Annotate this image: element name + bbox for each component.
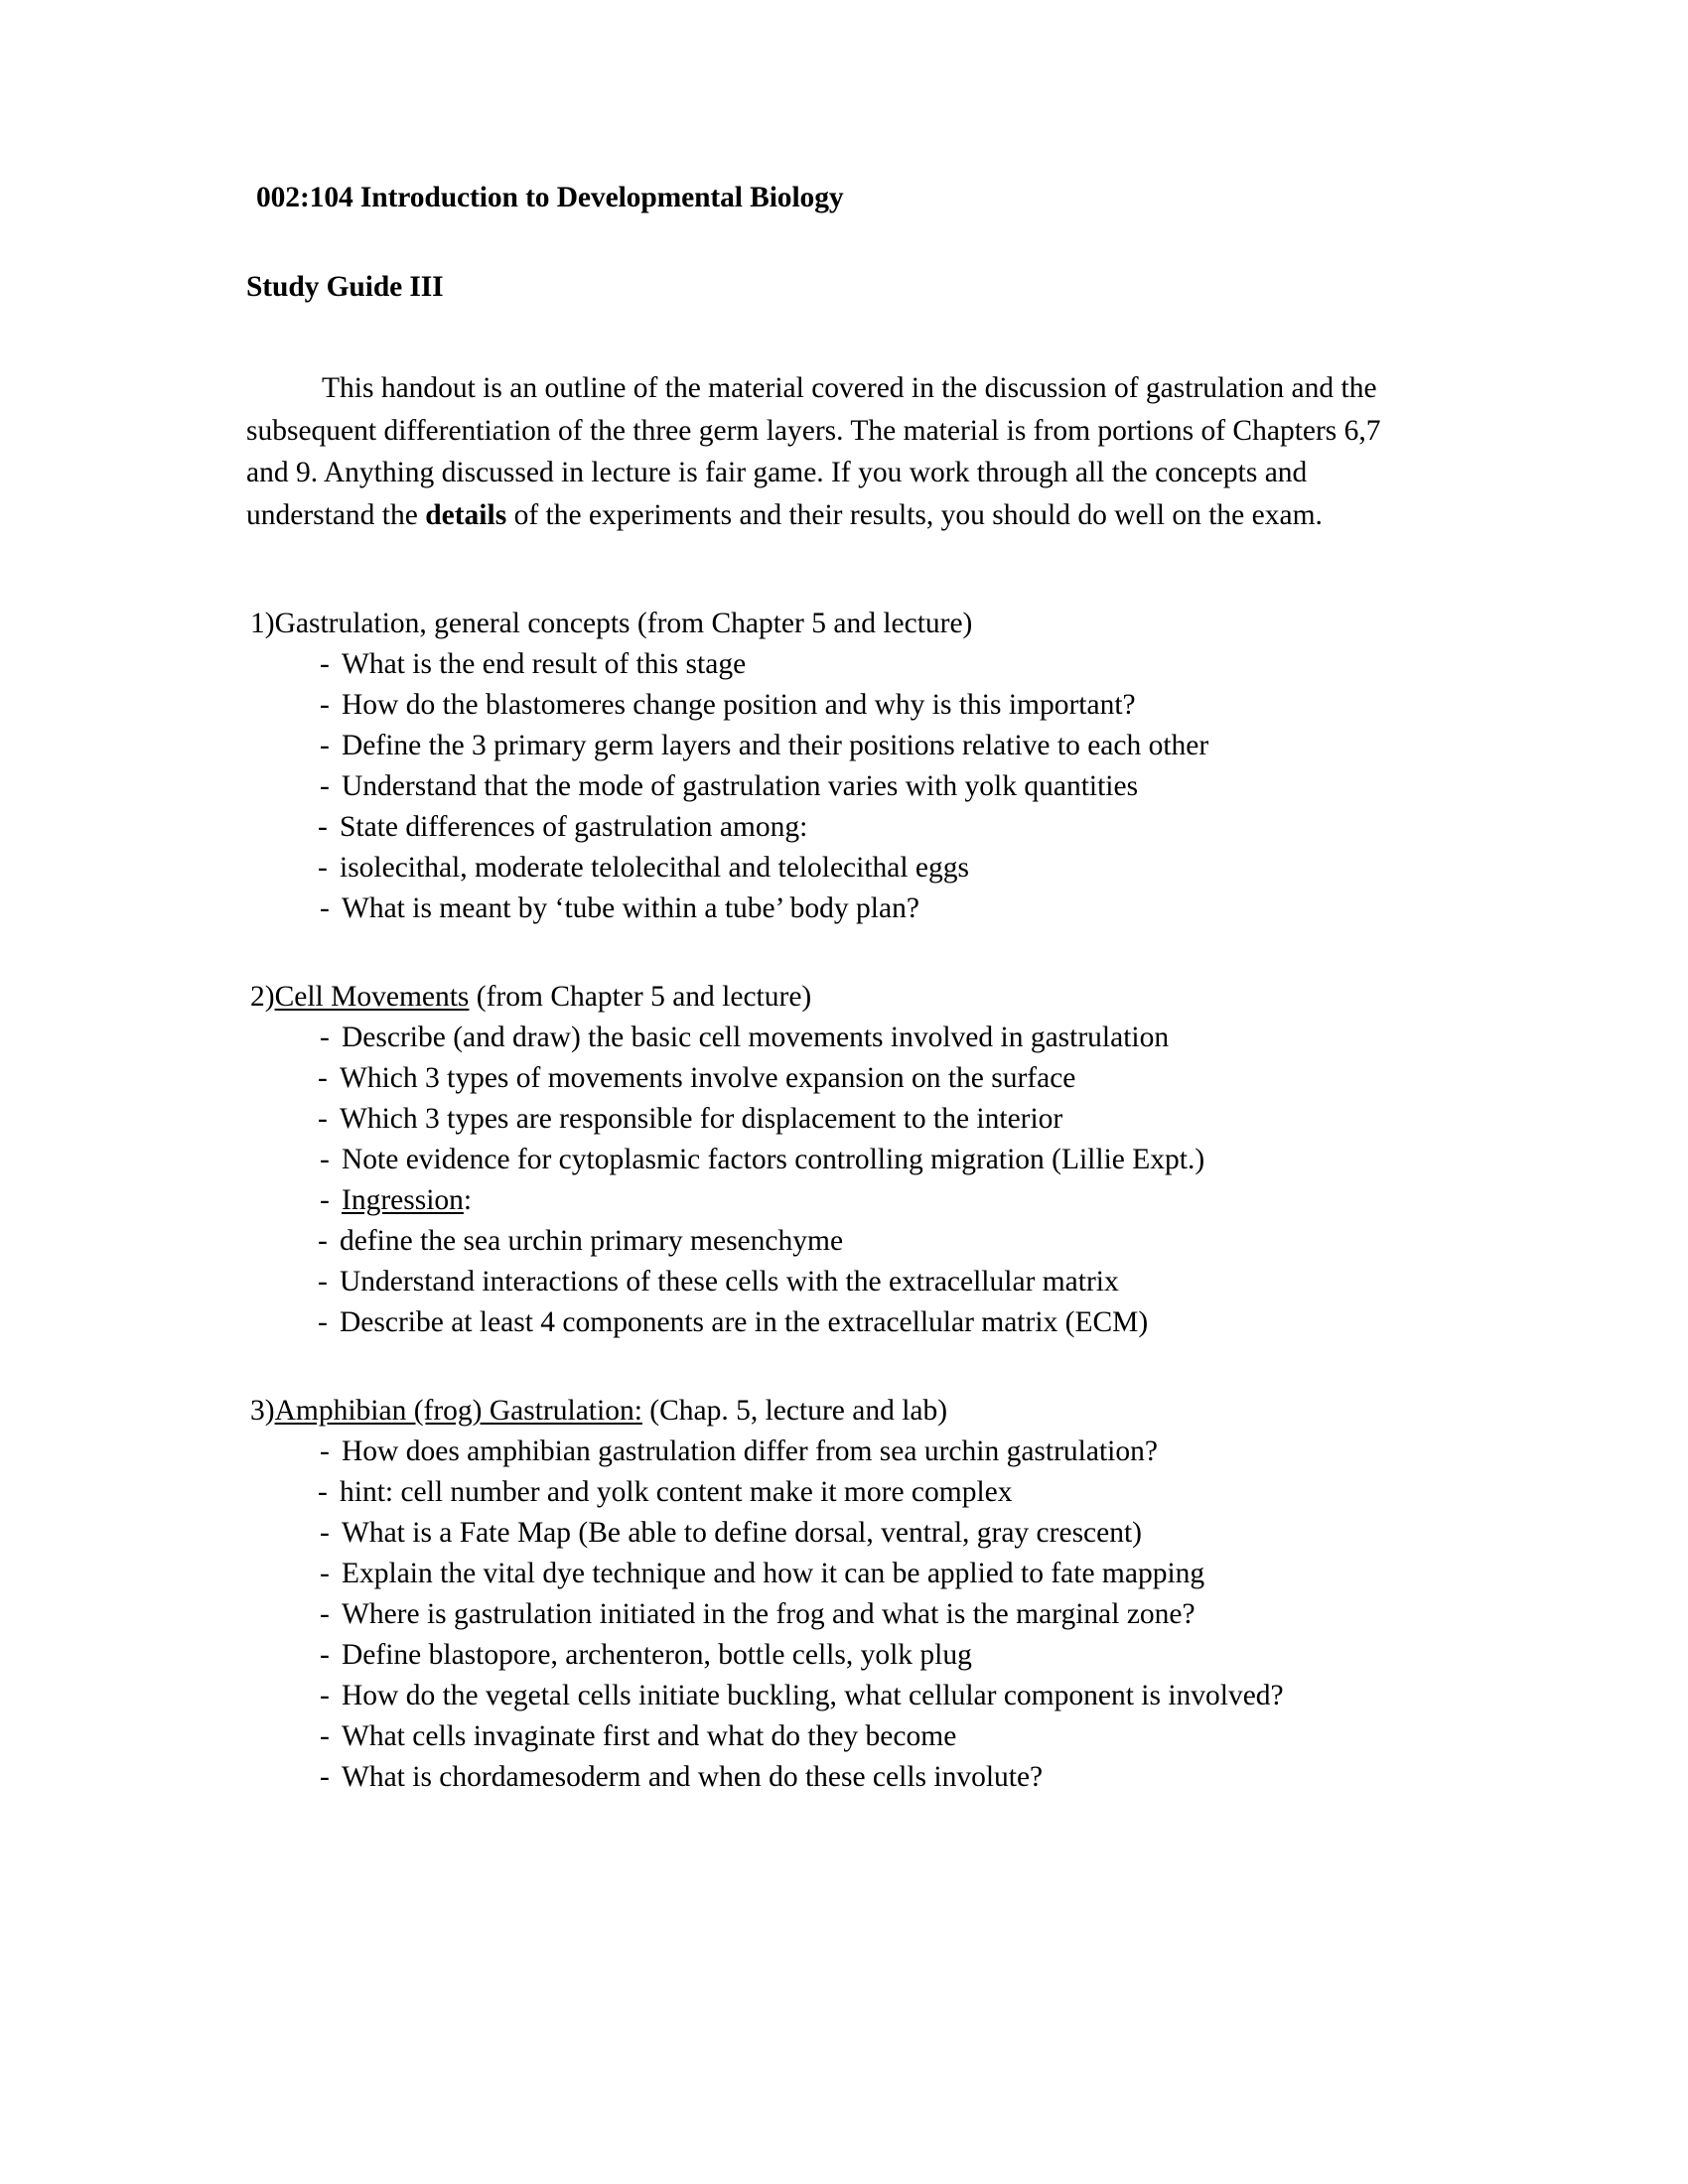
- outline-subitem-text: State differences of gastrulation among:: [340, 811, 808, 843]
- outline-item: [320, 1757, 1475, 1798]
- intro-text-part1: This handout is an outline of the material covered in the discussion of gastrulation and the subsequent differentiation of the three germ layers. The material is from portions of Chapters 6,7 and 9. Anything discussed in lecture is fair game. If you work through all the concepts and understand the: [246, 372, 1381, 531]
- outline-subitem: [318, 1472, 1475, 1513]
- outline-item: [320, 1676, 1475, 1716]
- outline-item-text: What cells invaginate first and what do they become: [342, 1720, 957, 1752]
- section-title-underlined: Cell Movements: [274, 981, 470, 1013]
- bullet-dash: -: [318, 1266, 328, 1297]
- outline-item-text: Define the 3 primary germ layers and their positions relative to each other: [342, 730, 1209, 761]
- bullet-dash: -: [320, 892, 330, 924]
- outline-subitem-text: hint: cell number and yolk content make it more complex: [340, 1476, 1013, 1508]
- outline-list-level1: [246, 1432, 1475, 1798]
- section-number: 3): [250, 1395, 275, 1427]
- bullet-dash: -: [318, 811, 328, 843]
- section-heading: [250, 977, 1475, 1018]
- bullet-dash: -: [320, 1558, 330, 1589]
- outline-list-level2: [246, 1472, 1475, 1513]
- outline-item: [320, 1554, 1475, 1594]
- outline-item: [320, 644, 1475, 685]
- outline-subitem-text: Understand interactions of these cells with the extracellular matrix: [340, 1266, 1119, 1297]
- bullet-dash: -: [318, 852, 328, 884]
- bullet-dash: -: [320, 1184, 330, 1216]
- outline-item-text: How do the blastomeres change position and why is this important?: [342, 689, 1136, 721]
- outline-subitem: [318, 1221, 1475, 1262]
- outline-item: [320, 685, 1475, 726]
- page-title: 002:104 Introduction to Developmental Biology: [256, 182, 844, 213]
- outline-item: [320, 1432, 1475, 1472]
- outline-item-text: Where is gastrulation initiated in the frog and what is the marginal zone?: [342, 1598, 1196, 1630]
- outline-item-text: Explain the vital dye technique and how it can be applied to fate mapping: [342, 1558, 1205, 1589]
- outline-item-text: What is chordamesoderm and when do these cells involute?: [342, 1761, 1044, 1793]
- outline-subitem-text: Describe at least 4 components are in the extracellular matrix (ECM): [340, 1306, 1149, 1338]
- section-number: 2): [250, 981, 275, 1013]
- bullet-dash: -: [320, 1680, 330, 1711]
- outline-item: [320, 1140, 1475, 1180]
- bullet-dash: -: [320, 1639, 330, 1671]
- outline-section: [246, 1391, 1475, 1798]
- section-title: Gastrulation, general concepts: [274, 608, 631, 639]
- section-source-note: (Chap. 5, lecture and lab): [641, 1395, 948, 1427]
- bullet-dash: -: [320, 1720, 330, 1752]
- bullet-dash: -: [320, 1517, 330, 1549]
- bullet-dash: -: [320, 1761, 330, 1793]
- intro-paragraph: [246, 367, 1416, 536]
- outline-item: [320, 1018, 1475, 1058]
- outline-item: [320, 1594, 1475, 1635]
- section-title-underlined: Amphibian (frog) Gastrulation:: [274, 1395, 642, 1427]
- outline-subitem: [318, 1302, 1475, 1343]
- outline-item: [320, 1635, 1475, 1676]
- outline-item-text: How does amphibian gastrulation differ from sea urchin gastrulation?: [342, 1435, 1158, 1467]
- outline-item-text: What is a Fate Map (Be able to define dorsal, ventral, gray crescent): [342, 1517, 1143, 1549]
- outline-item-underlined-text: Ingression: [342, 1184, 464, 1216]
- study-guide-subtitle: Study Guide III: [246, 270, 444, 303]
- outline-subitem-text: Which 3 types of movements involve expansion on the surface: [340, 1062, 1076, 1094]
- outline-list-level2: [246, 807, 1475, 888]
- outline-item: [320, 1716, 1475, 1757]
- outline-subitem: [318, 1262, 1475, 1302]
- outline-subitem: [318, 807, 1475, 848]
- outline-list-level1: [246, 644, 1475, 929]
- outline-item: [320, 888, 1475, 929]
- bullet-dash: -: [318, 1225, 328, 1257]
- section-number: 1): [250, 608, 275, 639]
- outline-subitem: [318, 1058, 1475, 1099]
- outline-item-text: What is the end result of this stage: [342, 648, 747, 680]
- outline-section: [246, 604, 1475, 929]
- outline-item-text: What is meant by ‘tube within a tube’ body plan?: [342, 892, 919, 924]
- outline-item-text: How do the vegetal cells initiate buckling, what cellular component is involved?: [342, 1680, 1284, 1711]
- outline-section: [246, 977, 1475, 1343]
- intro-text-part2: of the experiments and their results, you should do well on the exam.: [506, 498, 1323, 531]
- outline-item: [320, 1513, 1475, 1554]
- outline-item-text: Note evidence for cytoplasmic factors controlling migration (Lillie Expt.): [342, 1144, 1205, 1175]
- outline-subitem-text: isolecithal, moderate telolecithal and telolecithal eggs: [340, 852, 970, 884]
- outline-list-level1: [246, 1018, 1475, 1343]
- bullet-dash: -: [320, 689, 330, 721]
- outline-item-text: Describe (and draw) the basic cell movements involved in gastrulation: [342, 1022, 1170, 1053]
- outline-list-level2: [246, 1058, 1475, 1140]
- bullet-dash: -: [318, 1062, 328, 1094]
- bullet-dash: -: [320, 1144, 330, 1175]
- bullet-dash: -: [320, 770, 330, 802]
- bullet-dash: -: [318, 1476, 328, 1508]
- outline-item: [320, 766, 1475, 807]
- bullet-dash: -: [320, 1598, 330, 1630]
- outline-item-text: Define blastopore, archenteron, bottle cells, yolk plug: [342, 1639, 972, 1671]
- section-source-note: (from Chapter 5 and lecture): [469, 981, 812, 1013]
- section-source-note: (from Chapter 5 and lecture): [630, 608, 973, 639]
- outline-subitem: [318, 1099, 1475, 1140]
- section-heading: [250, 1391, 1475, 1432]
- bullet-dash: -: [320, 648, 330, 680]
- outline-sections: [246, 604, 1475, 1798]
- bullet-dash: -: [318, 1103, 328, 1135]
- section-heading: [250, 604, 1475, 644]
- outline-subitem-text: define the sea urchin primary mesenchyme: [340, 1225, 844, 1257]
- outline-item: [320, 726, 1475, 766]
- bullet-dash: -: [318, 1306, 328, 1338]
- bullet-dash: -: [320, 1435, 330, 1467]
- outline-subitem-text: Which 3 types are responsible for displacement to the interior: [340, 1103, 1063, 1135]
- outline-item: [320, 1180, 1475, 1221]
- outline-subitem: [318, 848, 1475, 888]
- outline-list-level2: [246, 1221, 1475, 1343]
- outline-item-text: :: [463, 1184, 473, 1216]
- outline-item-text: Understand that the mode of gastrulation varies with yolk quantities: [342, 770, 1139, 802]
- bullet-dash: -: [320, 730, 330, 761]
- bullet-dash: -: [320, 1022, 330, 1053]
- intro-emphasis-details: details: [425, 498, 507, 531]
